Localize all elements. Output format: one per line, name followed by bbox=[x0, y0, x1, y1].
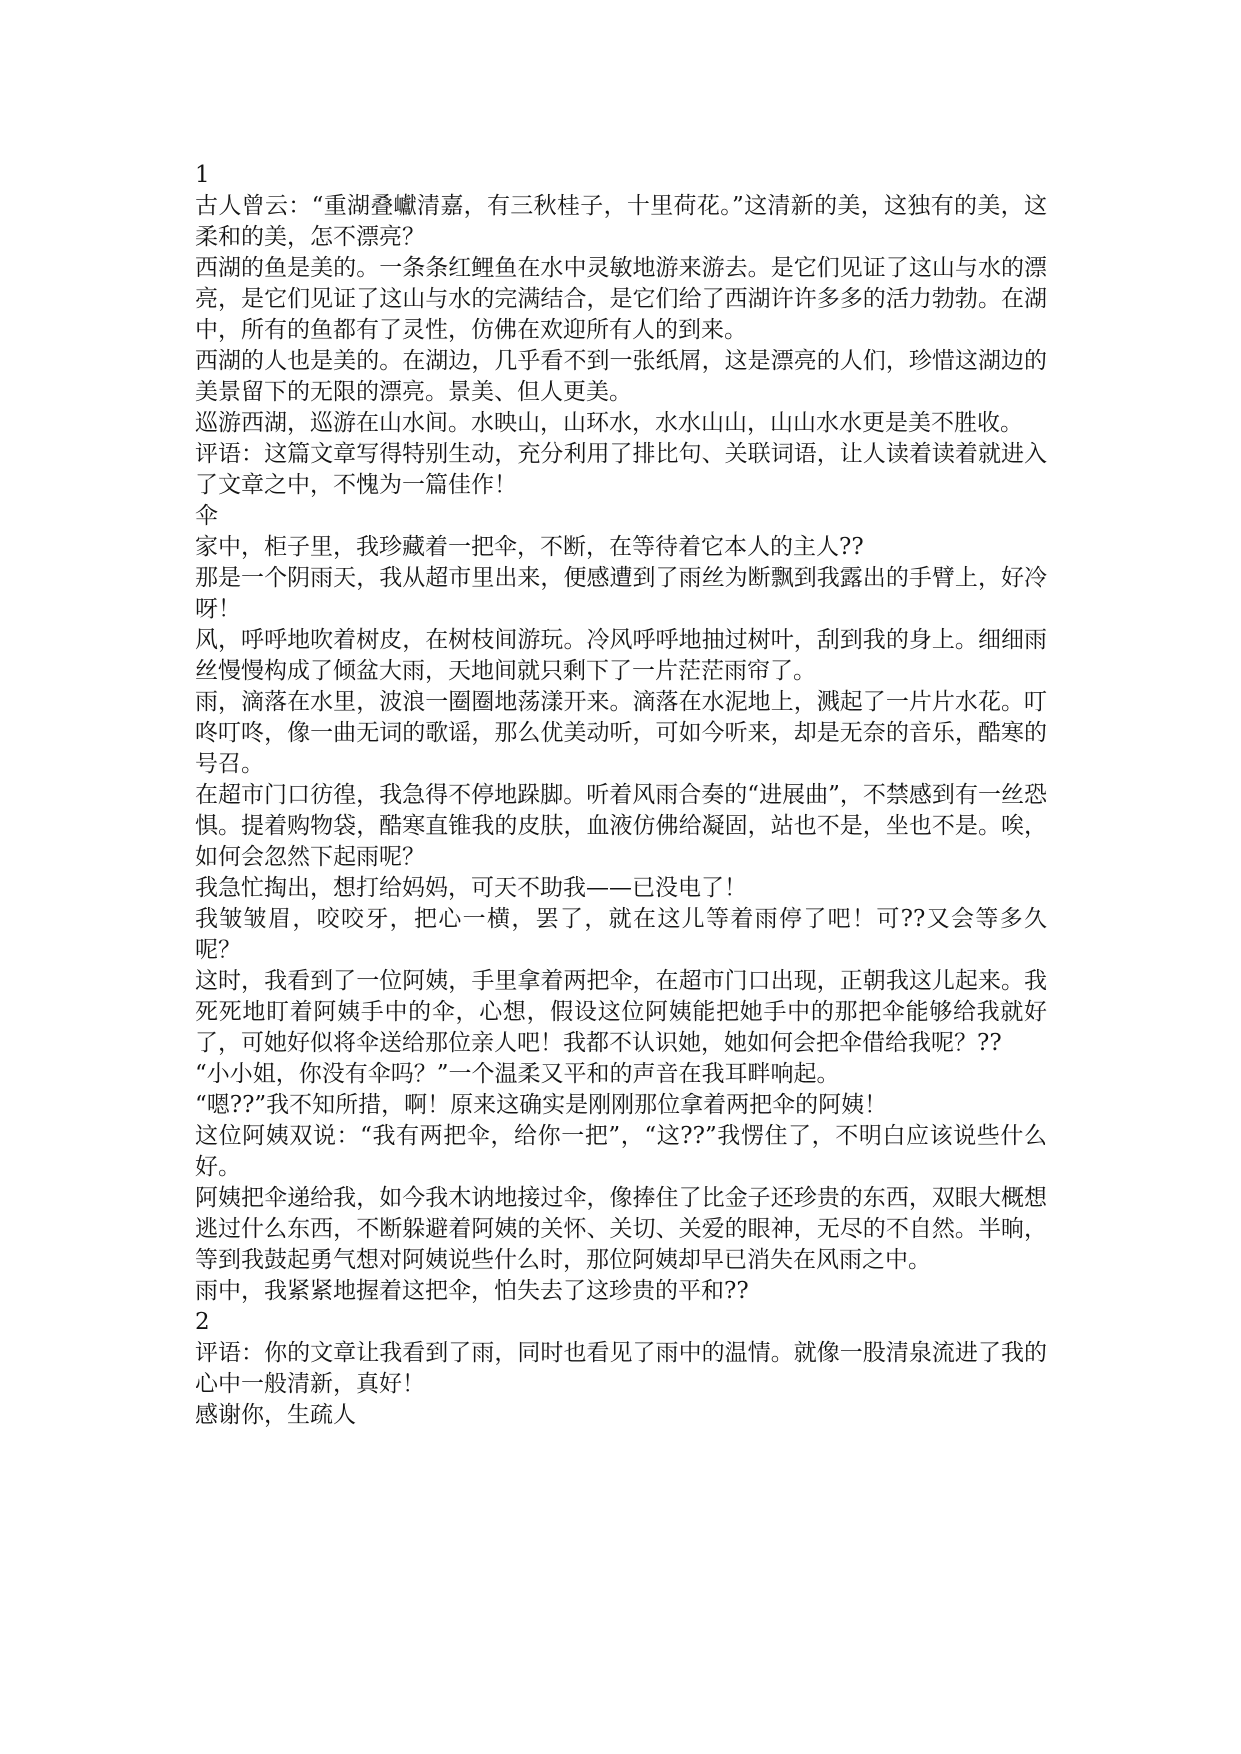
paragraph-umbrella-10: “嗯??”我不知所措，啊！原来这确实是刚刚那位拿着两把伞的阿姨！ bbox=[195, 1092, 888, 1118]
document-body bbox=[195, 160, 1047, 1431]
page-number-1: 1 bbox=[195, 162, 210, 188]
paragraph-intro-quote: 古人曾云：“重湖叠巘清嘉，有三秋桂子，十里荷花。”这清新的美，这独有的美，这柔和的美，怎不漂亮？ bbox=[195, 193, 1047, 250]
paragraph-umbrella-4: 雨，滴落在水里，波浪一圈圈地荡漾开来。滴落在水泥地上，溅起了一片片水花。叮咚叮咚，像一曲无词的歌谣，那么优美动听，可如今听来，却是无奈的音乐，酷寒的号召。 bbox=[195, 689, 1047, 777]
paragraph-umbrella-9: “小小姐，你没有伞吗？”一个温柔又平和的声音在我耳畔响起。 bbox=[195, 1061, 840, 1087]
paragraph-people: 西湖的人也是美的。在湖边，几乎看不到一张纸屑，这是漂亮的人们，珍惜这湖边的美景留下的无限的漂亮。景美、但人更美。 bbox=[195, 348, 1047, 405]
essay-title-umbrella: 伞 bbox=[195, 503, 218, 529]
paragraph-umbrella-5: 在超市门口彷徨，我急得不停地跺脚。听着风雨合奏的“进展曲”，不禁感到有一丝恐惧。提着购物袋，酷寒直锥我的皮肤，血液仿佛给凝固，站也不是，坐也不是。唉，如何会忽然下起雨呢？ bbox=[195, 782, 1047, 870]
essay-title-thanks: 感谢你，生疏人 bbox=[195, 1402, 356, 1428]
paragraph-tour: 巡游西湖，巡游在山水间。水映山，山环水，水水山山，山山水水更是美不胜收。 bbox=[195, 410, 1023, 436]
paragraph-umbrella-13: 雨中，我紧紧地握着这把伞，怕失去了这珍贵的平和?? bbox=[195, 1278, 749, 1304]
paragraph-umbrella-12: 阿姨把伞递给我，如今我木讷地接过伞，像捧住了比金子还珍贵的东西，双眼大概想逃过什么东西，不断躲避着阿姨的关怀、关切、关爱的眼神，无尽的不自然。半晌，等到我鼓起勇气想对阿姨说些什么时，那位阿姨却早已消失在风雨之中。 bbox=[195, 1185, 1047, 1273]
paragraph-umbrella-6: 我急忙掏出，想打给妈妈，可天不助我——已没电了！ bbox=[195, 875, 747, 901]
paragraph-umbrella-8: 这时，我看到了一位阿姨，手里拿着两把伞，在超市门口出现，正朝我这儿起来。我死死地盯着阿姨手中的伞，心想，假设这位阿姨能把她手中的那把伞能够给我就好了，可她好似将伞送给那位亲人吧！我都不认识她，她如何会把伞借给我呢？?? bbox=[195, 968, 1047, 1056]
paragraph-umbrella-1: 家中，柜子里，我珍藏着一把伞，不断，在等待着它本人的主人?? bbox=[195, 534, 864, 560]
paragraph-umbrella-2: 那是一个阴雨天，我从超市里出来，便感遭到了雨丝为断飘到我露出的手臂上，好冷呀！ bbox=[195, 565, 1047, 622]
comment-2: 评语：你的文章让我看到了雨，同时也看见了雨中的温情。就像一股清泉流进了我的心中一般清新，真好！ bbox=[195, 1340, 1047, 1397]
paragraph-umbrella-7: 我皱皱眉，咬咬牙，把心一横，罢了，就在这儿等着雨停了吧！可??又会等多久呢？ bbox=[195, 906, 1047, 963]
comment-1: 评语：这篇文章写得特别生动，充分利用了排比句、关联词语，让人读着读着就进入了文章之中，不愧为一篇佳作！ bbox=[195, 441, 1047, 498]
paragraph-umbrella-11: 这位阿姨双说：“我有两把伞，给你一把”，“这??”我愣住了，不明白应该说些什么好。 bbox=[195, 1123, 1047, 1180]
paragraph-umbrella-3: 风，呼呼地吹着树皮，在树枝间游玩。冷风呼呼地抽过树叶，刮到我的身上。细细雨丝慢慢构成了倾盆大雨，天地间就只剩下了一片茫茫雨帘了。 bbox=[195, 627, 1047, 684]
paragraph-fish: 西湖的鱼是美的。一条条红鲤鱼在水中灵敏地游来游去。是它们见证了这山与水的漂亮，是它们见证了这山与水的完满结合，是它们给了西湖许许多多的活力勃勃。在湖中，所有的鱼都有了灵性，仿佛在欢迎所有人的到来。 bbox=[195, 255, 1047, 343]
page-number-2: 2 bbox=[195, 1309, 210, 1335]
